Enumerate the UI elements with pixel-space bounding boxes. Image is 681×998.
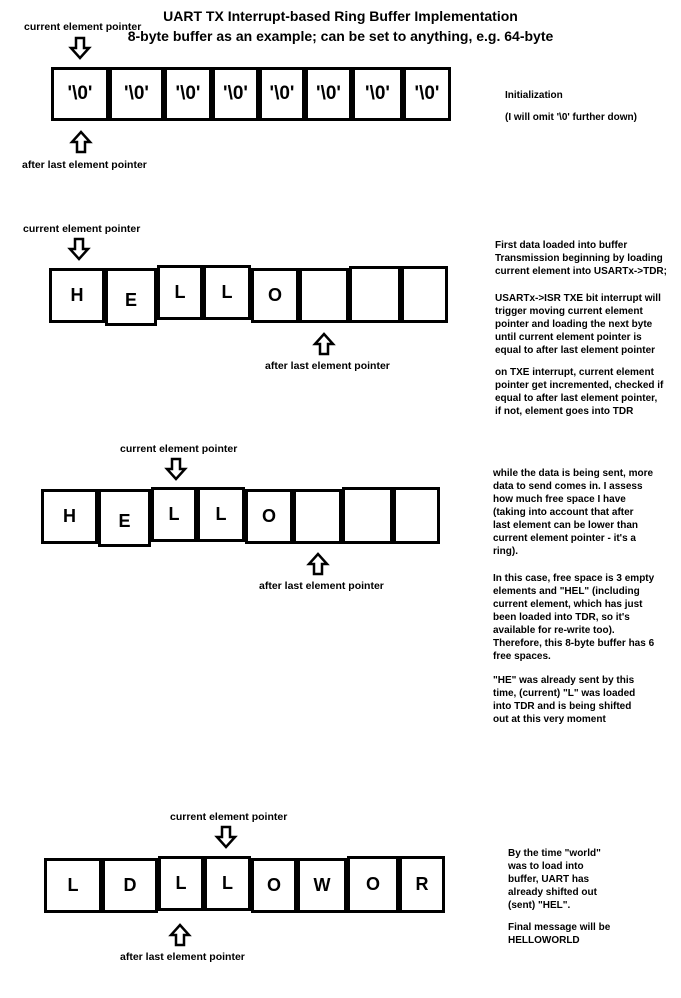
- current-pointer-arrow-2: [69, 238, 89, 260]
- buffer-cell: [349, 266, 401, 323]
- current-pointer-label-1: current element pointer: [24, 21, 142, 33]
- buffer-cell: [401, 266, 448, 323]
- notes-2: [495, 239, 675, 426]
- buffer-cell: L: [158, 856, 204, 911]
- buffer-cell: '\0': [164, 67, 212, 121]
- note-text: "HE" was already sent by this time, (current) "L" was loaded into TDR and is being shifted out at this very moment: [493, 675, 636, 725]
- after-pointer-label-1: after last element pointer: [22, 159, 147, 171]
- note-text: Final message will be HELLOWORLD: [508, 922, 611, 946]
- buffer-cell: L: [203, 265, 251, 320]
- notes-1: [505, 89, 675, 132]
- current-pointer-arrow-3: [166, 458, 186, 480]
- after-pointer-label-2: after last element pointer: [265, 360, 390, 372]
- buffer-cell: L: [151, 487, 197, 542]
- buffer-cell: E: [98, 489, 151, 547]
- current-pointer-arrow-4: [216, 826, 236, 848]
- note-text: USARTx->ISR TXE bit interrupt will trigger moving current element pointer and loading the next byte until current element pointer is equal to after last element pointer: [495, 293, 661, 356]
- buffer-cell: E: [105, 268, 157, 326]
- buffer-cell: [393, 487, 440, 544]
- after-pointer-arrow-2: [314, 333, 334, 355]
- buffer-cell: [293, 489, 342, 544]
- buffer-cell: [299, 268, 349, 323]
- buffer-cell: H: [49, 268, 105, 323]
- note-text: while the data is being sent, more data to send comes in. I assess how much free space I have (taking into account that after last element can be lower than current element pointer - it's a ring).: [493, 468, 654, 557]
- buffer-cell: R: [399, 856, 445, 913]
- buffer-cell: '\0': [352, 67, 403, 121]
- buffer-cell: '\0': [51, 67, 109, 121]
- current-pointer-label-2: current element pointer: [23, 223, 141, 235]
- note-text: First data loaded into buffer Transmission beginning by loading current element into USARTx->TDR;: [495, 240, 667, 277]
- notes-4: [508, 847, 668, 955]
- notes-3: [493, 467, 675, 734]
- buffer-cell: O: [251, 858, 297, 913]
- current-pointer-arrow-1: [70, 37, 90, 59]
- note-text: Initialization: [505, 90, 563, 101]
- buffer-cell: O: [347, 856, 399, 913]
- diagram-title: UART TX Interrupt-based Ring Buffer Implementation: [163, 8, 518, 24]
- buffer-cell: [342, 487, 393, 544]
- buffer-cell: L: [204, 856, 251, 911]
- buffer-cell: '\0': [109, 67, 164, 121]
- buffer-cell: '\0': [305, 67, 352, 121]
- buffer-cell: '\0': [259, 67, 305, 121]
- buffer-cell: L: [157, 265, 203, 320]
- note-text: (I will omit '\0' further down): [505, 112, 637, 123]
- buffer-cell: D: [102, 858, 158, 913]
- buffer-cell: L: [197, 487, 245, 542]
- note-text: In this case, free space is 3 empty elements and "HEL" (including current element, which has just been loaded into TDR, so it's available for re-write too). Therefore, this 8-byte buffer has 6 free spaces.: [493, 573, 655, 662]
- after-pointer-arrow-1: [71, 131, 91, 153]
- after-pointer-label-3: after last element pointer: [259, 580, 384, 592]
- diagram-subtitle: 8-byte buffer as an example; can be set to anything, e.g. 64-byte: [127, 28, 554, 44]
- buffer-cell: '\0': [403, 67, 451, 121]
- current-pointer-label-3: current element pointer: [120, 443, 238, 455]
- note-text: By the time "world" was to load into buffer, UART has already shifted out (sent) "HEL".: [508, 848, 601, 911]
- buffer-cell: H: [41, 489, 98, 544]
- buffer-cell: O: [251, 268, 299, 323]
- current-pointer-label-4: current element pointer: [170, 811, 288, 823]
- buffer-cell: '\0': [212, 67, 259, 121]
- buffer-cell: W: [297, 858, 347, 913]
- after-pointer-label-4: after last element pointer: [120, 951, 245, 963]
- note-text: on TXE interrupt, current element pointer get incremented, checked if equal to after last element pointer, if not, element goes into TDR: [495, 367, 664, 417]
- after-pointer-arrow-4: [170, 924, 190, 946]
- after-pointer-arrow-3: [308, 553, 328, 575]
- buffer-cell: O: [245, 489, 293, 544]
- buffer-cell: L: [44, 858, 102, 913]
